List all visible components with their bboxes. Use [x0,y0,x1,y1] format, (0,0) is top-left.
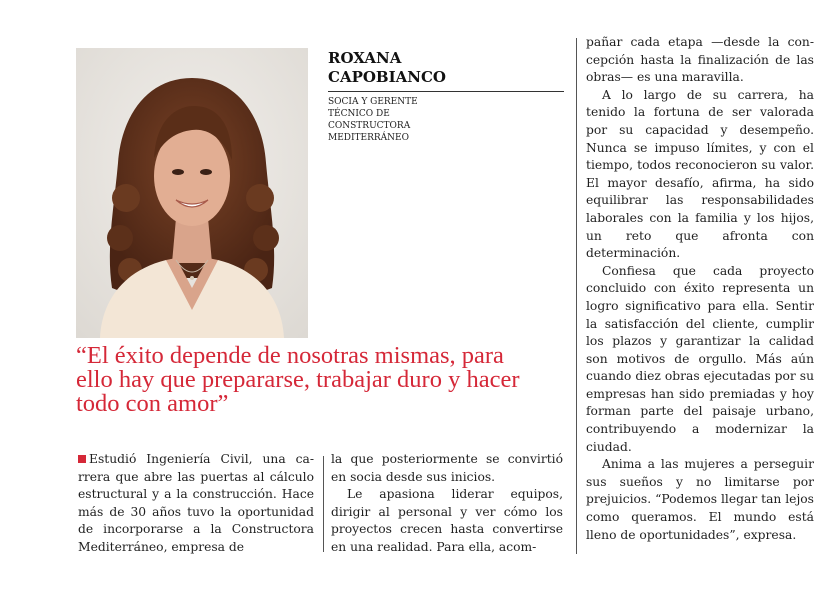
column-divider [576,38,577,554]
article-paragraph: la que posteriormente se convirtió en socia desde sus inicios. [331,452,563,484]
pull-quote-line: “El éxito depende de nosotras mismas, para [76,342,504,369]
profile-role [328,96,528,144]
role-line: CONSTRUCTORA [328,121,411,131]
article-column-1 [78,451,314,557]
role-line: SOCIA Y GERENTE [328,97,418,107]
article-paragraph: Confiesa que cada proyecto concluido con éxito representa un logro significativo para ella. Sentir la satisfacción del cliente, cumplir los plazos y garantizar la calidad son motivos de orgullo. Más aún cuando diez obras ejecutadas por su empresas han sido premiadas y hoy forman parte del paisaje urbano, contribuyendo a modernizar la ciudad. [586,263,814,454]
column-divider [323,456,324,552]
portrait-illustration [76,48,308,338]
profile-name [328,49,563,87]
article-paragraph: Le apasiona liderar equipos, dirigir al personal y ver cómo los proyectos crecen hasta convertirse en una realidad. Para ella, acom- [331,487,563,554]
pull-quote [76,344,566,416]
article-column-3 [586,34,814,544]
article-paragraph: Anima a las mujeres a perseguir sus sueños y no limitarse por prejuicios. “Podemos llegar tan lejos como queramos. El mundo está lleno de oportunidades”, expresa. [586,457,814,542]
portrait-photo [76,48,308,338]
section-bullet-icon [78,455,86,463]
pull-quote-line: ello hay que prepararse, trabajar duro y hacer [76,366,520,393]
article-paragraph: A lo largo de su carrera, ha tenido la fortuna de ser valorada por su capacidad y desempeño. Nunca se impuso límites, y con el tiempo, todos reconocieron su valor. El mayor desafío, afirma, ha sido equilibrar las responsabilidades laborales con la familia y los hijos, un reto que afronta con determinación. [586,87,814,261]
role-line: TÉCNICO DE [328,109,390,119]
article-column-2 [331,451,563,557]
article-paragraph [78,451,314,557]
profile-name-line2: CAPOBIANCO [328,68,446,86]
pull-quote-line: todo con amor” [76,390,229,417]
article-paragraph: pañar cada etapa —desde la concepción hasta la finalización de las obras— es una maravilla. [586,35,814,85]
role-line: MEDITERRÁNEO [328,133,410,143]
profile-name-line1: ROXANA [328,49,402,67]
name-divider [328,91,564,92]
paragraph-text: Estudió Ingeniería Civil, una carrera que abre las puertas al cálculo estructural y a la construcción. Hace más de 30 años tuvo la oportunidad de incorporarse a la Constructora Mediterráneo, empresa de [78,452,314,554]
